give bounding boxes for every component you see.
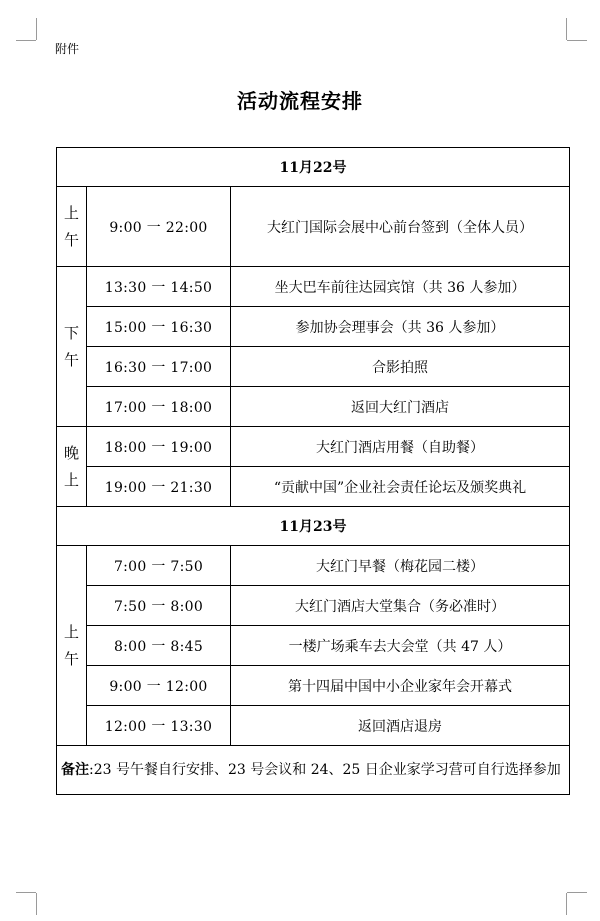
crop-mark	[567, 892, 587, 893]
time-cell: 9:00 一 12:00	[87, 666, 231, 706]
period-cell: 下午	[57, 267, 87, 427]
crop-mark	[36, 18, 37, 40]
crop-mark	[16, 40, 36, 41]
activity-cell: 返回大红门酒店	[231, 387, 570, 427]
date-cell: 11月23号	[57, 507, 570, 546]
period-cell: 晚上	[57, 427, 87, 507]
crop-mark	[36, 893, 37, 915]
activity-cell: 一楼广场乘车去大会堂（共 47 人）	[231, 626, 570, 666]
table-row	[57, 427, 570, 467]
activity-cell: “贡献中国”企业社会责任论坛及颁奖典礼	[231, 467, 570, 507]
activity-cell: 合影拍照	[231, 347, 570, 387]
time-cell: 18:00 一 19:00	[87, 427, 231, 467]
page-title: 活动流程安排	[237, 89, 363, 113]
time-cell: 13:30 一 14:50	[87, 267, 231, 307]
date-row	[57, 148, 570, 187]
activity-cell: 第十四届中国中小企业家年会开幕式	[231, 666, 570, 706]
activity-cell: 大红门酒店大堂集合（务必准时）	[231, 586, 570, 626]
note-cell	[57, 746, 570, 795]
time-cell: 9:00 一 22:00	[87, 187, 231, 267]
time-cell: 7:50 一 8:00	[87, 586, 231, 626]
table-row	[57, 187, 570, 267]
crop-mark	[567, 40, 587, 41]
activity-cell: 大红门早餐（梅花园二楼）	[231, 546, 570, 586]
time-cell: 17:00 一 18:00	[87, 387, 231, 427]
time-cell: 15:00 一 16:30	[87, 307, 231, 347]
table-row	[57, 586, 570, 626]
activity-cell: 参加协会理事会（共 36 人参加）	[231, 307, 570, 347]
crop-mark	[566, 18, 567, 40]
time-cell: 12:00 一 13:30	[87, 706, 231, 746]
crop-mark	[16, 892, 36, 893]
table-row	[57, 706, 570, 746]
activity-cell: 坐大巴车前往达园宾馆（共 36 人参加）	[231, 267, 570, 307]
period-cell: 上午	[57, 187, 87, 267]
table-row	[57, 626, 570, 666]
date-row	[57, 507, 570, 546]
time-cell: 7:00 一 7:50	[87, 546, 231, 586]
time-cell: 8:00 一 8:45	[87, 626, 231, 666]
activity-cell: 大红门酒店用餐（自助餐）	[231, 427, 570, 467]
table-row	[57, 546, 570, 586]
time-cell: 16:30 一 17:00	[87, 347, 231, 387]
note-text: :23 号午餐自行安排、23 号会议和 24、25 日企业家学习营可自行选择参加	[89, 762, 561, 778]
table-row	[57, 347, 570, 387]
activity-cell: 大红门国际会展中心前台签到（全体人员）	[231, 187, 570, 267]
activity-cell: 返回酒店退房	[231, 706, 570, 746]
attachment-label: 附件	[55, 42, 80, 56]
crop-mark	[566, 893, 567, 915]
date-cell: 11月22号	[57, 148, 570, 187]
note-label: 备注	[61, 762, 89, 778]
period-cell: 上午	[57, 546, 87, 746]
table-row	[57, 666, 570, 706]
time-cell: 19:00 一 21:30	[87, 467, 231, 507]
note-row	[57, 746, 570, 795]
table-row	[57, 267, 570, 307]
table-row	[57, 387, 570, 427]
table-row	[57, 307, 570, 347]
schedule-table	[56, 147, 570, 795]
table-row	[57, 467, 570, 507]
